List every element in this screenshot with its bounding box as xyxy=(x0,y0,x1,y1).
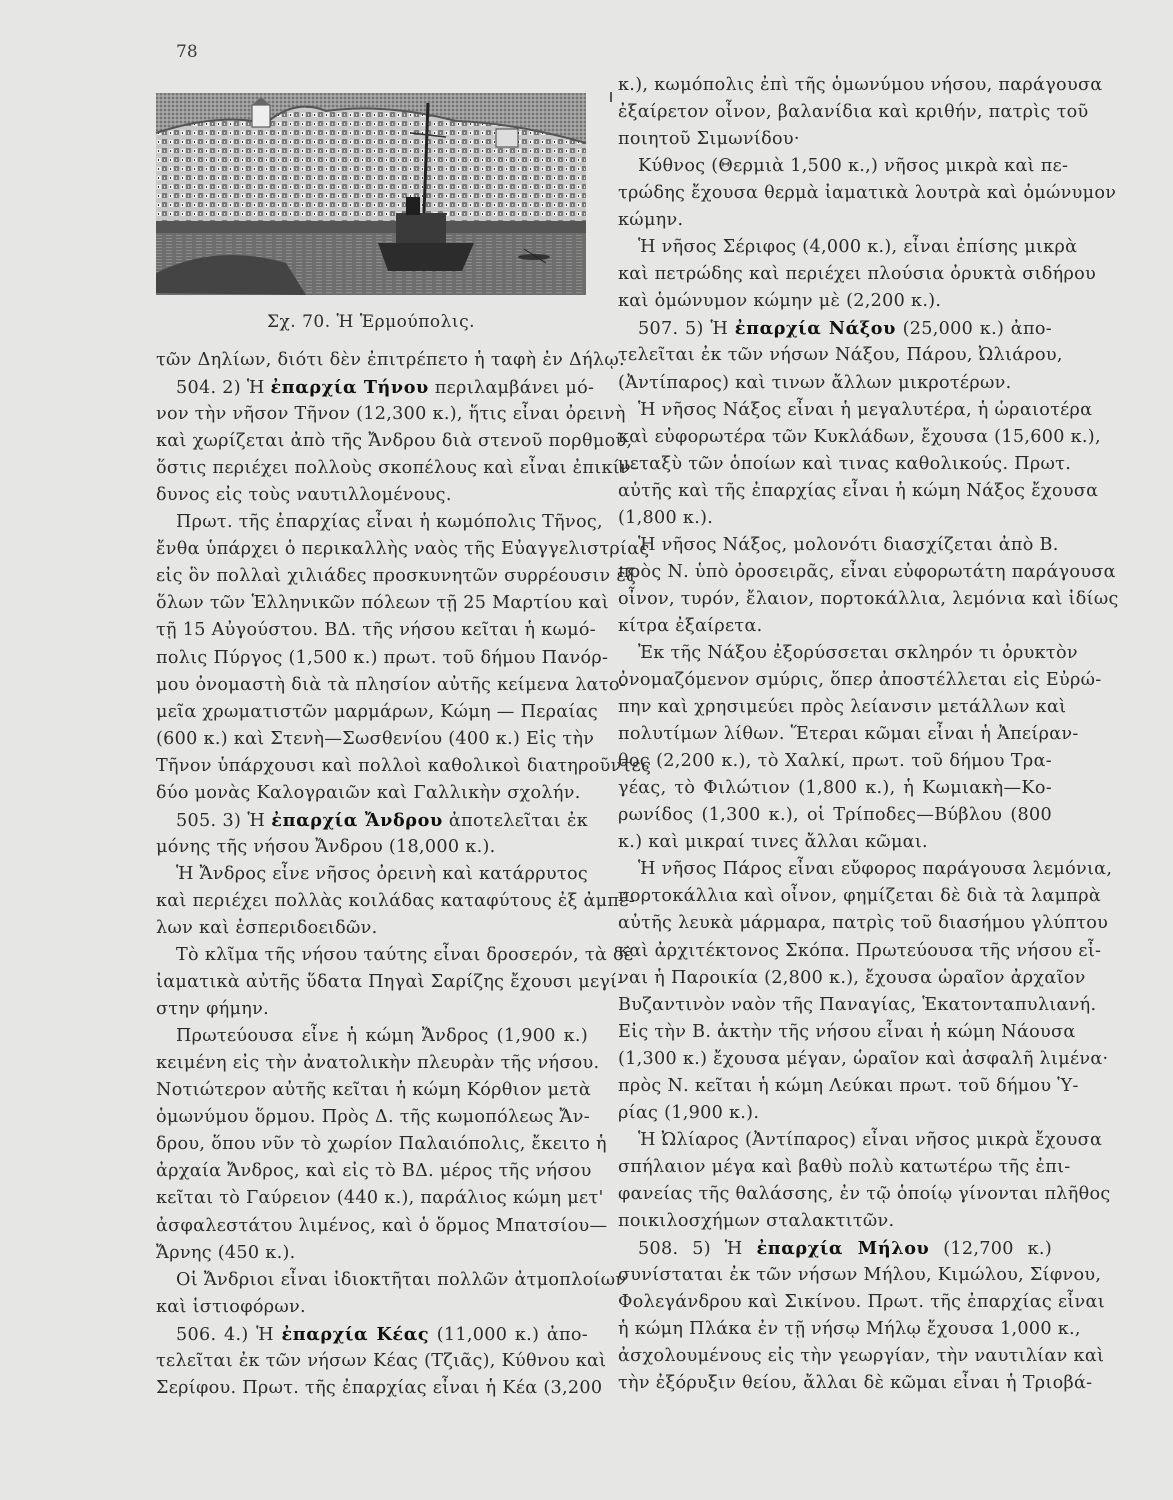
text-line: Ἡ νῆσος Νάξος, μολονότι διασχίζεται ἀπὸ Β. xyxy=(638,534,1059,555)
line-text: ἀποτελεῖται ἐκ xyxy=(442,810,588,831)
text-line: ἔνθα ὑπάρχει ὁ περικαλλὴς ναὸς τῆς Εὐαγγελιστρίας xyxy=(156,539,650,560)
text-line: ἐξαίρετον οἶνον, βαλανίδια καὶ κριθήν, πατρὶς τοῦ xyxy=(618,102,1089,123)
province-heading: ἐπαρχία Κέας xyxy=(281,1323,430,1345)
section-number: 507. 5) Ἡ xyxy=(638,319,735,340)
text-line: καὶ ἀρχιτέκτονος Σκόπα. Πρωτεύουσα τῆς νήσου εἶ- xyxy=(618,940,1102,961)
text-line: Εἰς τὴν Β. ἀκτὴν τῆς νήσου εἶναι ἡ κώμη Νάουσα xyxy=(618,1021,1076,1042)
line-text: (11,000 κ.) ἀπο- xyxy=(429,1324,589,1345)
text-line: Τῆνον ὑπάρχουσι καὶ πολλοὶ καθολικοὶ διατηροῦντες xyxy=(156,755,652,776)
text-line: κίτρα ἐξαίρετα. xyxy=(618,615,763,636)
text-line: καὶ περιέχει πολλὰς κοιλάδας καταφύτους ἐξ ἀμπέ- xyxy=(156,890,635,911)
section-number: 504. 2) Ἡ xyxy=(176,378,271,399)
text-line: ναι ἡ Παροικία (2,800 κ.), ἔχουσα ὡραῖον ἀρχαῖον xyxy=(618,967,1086,988)
province-heading: ἐπαρχία Ἄνδρου xyxy=(271,809,443,831)
text-line: ποιητοῦ Σιμωνίδου· xyxy=(618,129,800,150)
text-line: πρὸς Ν. ὑπὸ ὀροσειρᾶς, εἶναι εὐφορωτάτη παράγουσα xyxy=(618,561,1116,582)
right-column xyxy=(618,72,1119,1397)
text-line: δυνος εἰς τοὺς ναυτιλλομένους. xyxy=(156,485,452,506)
text-line: ἀσφαλεστάτου λιμένος, καὶ ὁ ὅρμος Μπατσίου— xyxy=(156,1215,608,1236)
text-line: ἀσχολουμένους εἰς τὴν γεωργίαν, τὴν ναυτιλίαν καὶ xyxy=(618,1346,1105,1367)
text-line: μου ὀνομαστὴ διὰ τὰ πλησίον αὐτῆς κείμενα λατο- xyxy=(156,674,627,695)
text-line: γέας, τὸ Φιλώτιον (1,800 κ.), ἡ Κωμιακὴ—Κο- xyxy=(618,778,1052,799)
text-line: κ.), κωμόπολις ἐπὶ τῆς ὁμωνύμου νήσου, παράγουσα xyxy=(618,75,1103,95)
text-line: ἡ κώμη Πλάκα ἐν τῇ νήσῳ Μήλῳ ἔχουσα 1,000 κ., xyxy=(618,1319,1081,1340)
section-number: 506. 4.) Ἡ xyxy=(176,1324,282,1345)
text-line: ὁμωνύμου ὅρμου. Πρὸς Δ. τῆς κωμοπόλεως Ἄν- xyxy=(156,1107,590,1128)
text-line: μεῖα χρωματιστῶν μαρμάρων, Κώμη — Περαίας xyxy=(156,701,598,722)
column-rule xyxy=(610,92,612,102)
text-line: ποικιλοσχήμων σταλακτιτῶν. xyxy=(618,1210,895,1231)
figure-caption: Σχ. 70. Ἡ Ἑρμούπολις. xyxy=(266,312,476,332)
text-line: Φολεγάνδρου καὶ Σικίνου. Πρωτ. τῆς ἐπαρχίας εἶναι xyxy=(618,1292,1105,1313)
text-line: Νοτιώτερον αὐτῆς κεῖται ἡ κώμη Κόρθιον μετὰ xyxy=(156,1080,592,1101)
text-line: ὅλων τῶν Ἑλληνικῶν πόλεων τῇ 25 Μαρτίου καὶ xyxy=(156,593,609,614)
text-line: τῇ 15 Αὐγούστου. ΒΔ. τῆς νήσου κεῖται ἡ κωμό- xyxy=(156,620,596,641)
text-line: δρου, ὅπου νῦν τὸ χωρίον Παλαιόπολις, ἔκειτο ἡ xyxy=(156,1134,607,1155)
text-line: καὶ εὐφορωτέρα τῶν Κυκλάδων, ἔχουσα (15,600 κ.), xyxy=(618,426,1101,447)
line-text: (25,000 κ.) ἀπο- xyxy=(895,319,1052,340)
text-line: ἰαματικὰ αὐτῆς ὕδατα Πηγαὶ Σαρίζης ἔχουσι μεγί- xyxy=(156,972,624,993)
text-line: εἰς ὃν πολλαὶ χιλιάδες προσκυνητῶν συρρέουσιν ἐξ xyxy=(156,566,637,587)
text-line: λων καὶ ἐσπεριδοειδῶν. xyxy=(156,917,378,938)
text-line: αὐτῆς λευκὰ μάρμαρα, πατρὶς τοῦ διασήμου γλύπτου xyxy=(618,913,1109,934)
text-line: Ἐκ τῆς Νάξου ἐξορύσσεται σκληρόν τι ὀρυκτὸν xyxy=(638,642,1078,663)
text-line: Ἡ Ἄνδρος εἶνε νῆσος ὀρεινὴ καὶ κατάρρυτος xyxy=(176,863,588,884)
text-line: Πρωτ. τῆς ἐπαρχίας εἶναι ἡ κωμόπολις Τῆνος, xyxy=(176,512,603,533)
text-line xyxy=(156,1321,588,1348)
text-line: καὶ ὁμώνυμον κώμην μὲ (2,200 κ.). xyxy=(618,291,942,312)
text-line: θος (2,200 κ.), τὸ Χαλκί, πρωτ. τοῦ δήμου Τρα- xyxy=(618,751,1052,772)
page-number: 78 xyxy=(176,42,198,62)
text-line xyxy=(618,1235,1052,1262)
text-line: ρίας (1,900 κ.). xyxy=(618,1102,760,1123)
left-column xyxy=(156,347,652,1402)
text-line: καὶ ἱστιοφόρων. xyxy=(156,1296,306,1317)
text-line: οἶνον, τυρόν, ἔλαιον, πορτοκάλλια, λεμόνια καὶ ἰδίως xyxy=(618,588,1119,609)
text-line: Ἡ νῆσος Νάξος εἶναι ἡ μεγαλυτέρα, ἡ ὡραιοτέρα xyxy=(638,399,1093,420)
text-line: ρωνίδος (1,300 κ.), οἱ Τρίποδες—Βύβλου (800 xyxy=(618,805,1052,826)
text-line: τῶν Δηλίων, διότι δὲν ἐπιτρέπετο ἡ ταφὴ ἐν Δήλῳ. xyxy=(156,350,625,370)
text-line: τελεῖται ἐκ τῶν νήσων Νάξου, Πάρου, Ὠλιάρου, xyxy=(618,345,1063,366)
text-line: ὅστις περιέχει πολλοὺς σκοπέλους καὶ εἶναι ἐπικίν- xyxy=(156,458,638,479)
text-line: στην φήμην. xyxy=(156,999,269,1020)
province-heading: ἐπαρχία Τήνου xyxy=(270,377,429,399)
text-line: Ἡ Ὠλίαρος (Ἀντίπαρος) εἶναι νῆσος μικρὰ ἔχουσα xyxy=(638,1129,1103,1150)
text-line: Πρωτεύουσα εἶνε ἡ κώμη Ἄνδρος (1,900 κ.) xyxy=(176,1026,588,1047)
province-heading: ἐπαρχία Νάξου xyxy=(734,318,896,340)
line-text: (12,700 κ.) xyxy=(929,1239,1052,1260)
text-line: Βυζαντινὸν ναὸν τῆς Παναγίας, Ἑκατονταπυλιανή. xyxy=(618,994,1097,1015)
text-line: (600 κ.) καὶ Στενὴ—Σωσθενίου (400 κ.) Εἰς τὴν xyxy=(156,728,595,749)
text-line: κειμένη εἰς τὴν ἀνατολικὴν πλευρὰν τῆς νήσου. xyxy=(156,1053,600,1074)
text-line xyxy=(156,374,595,401)
section-number: 508. 5) Ἡ xyxy=(638,1239,757,1260)
text-line: μεταξὺ τῶν ὁποίων καὶ τινας καθολικούς. Πρωτ. xyxy=(618,453,1072,474)
text-line: κώμην. xyxy=(618,210,684,231)
text-line: Τὸ κλῖμα τῆς νήσου ταύτης εἶναι δροσερόν, τὰ δὲ xyxy=(176,945,634,966)
text-line: Ἡ νῆσος Πάρος εἶναι εὔφορος παράγουσα λεμόνια, xyxy=(638,859,1113,880)
text-line: Ἄρνης (450 κ.). xyxy=(156,1242,296,1263)
text-line: κ.) καὶ μικραί τινες ἄλλαι κῶμαι. xyxy=(618,832,928,853)
text-line: τὴν ἐξόρυξιν θείου, ἄλλαι δὲ κῶμαι εἶναι ἡ Τριοβά- xyxy=(618,1373,1093,1394)
text-line: ὀνομαζόμενον σμύρις, ὅπερ ἀποστέλλεται εἰς Εὐρώ- xyxy=(618,670,1102,691)
text-line: (1,800 κ.). xyxy=(618,507,714,528)
text-line: τελεῖται ἐκ τῶν νήσων Κέας (Τζιᾶς), Κύθνου καὶ xyxy=(156,1350,607,1371)
text-line: νον τὴν νῆσον Τῆνον (12,300 κ.), ἥτις εἶναι ὀρεινὴ xyxy=(156,404,626,425)
text-line: πολις Πύργος (1,500 κ.) πρωτ. τοῦ δήμου Πανόρ- xyxy=(156,647,609,668)
text-line: τρώδης ἔχουσα θερμὰ ἰαματικὰ λουτρὰ καὶ ὁμώνυμον xyxy=(618,183,1117,204)
text-line: σπήλαιον μέγα καὶ βαθὺ πολὺ κατωτέρω τῆς ἐπι- xyxy=(618,1156,1071,1177)
text-line: δύο μονὰς Καλογραιῶν καὶ Γαλλικὴν σχολήν. xyxy=(156,782,581,803)
text-line: πορτοκάλλια καὶ οἶνον, φημίζεται δὲ διὰ τὰ λαμπρὰ xyxy=(618,886,1102,907)
text-line: Κύθνος (Θερμιὰ 1,500 κ.,) νῆσος μικρὰ καὶ πε- xyxy=(638,156,1069,177)
text-line: μόνης τῆς νήσου Ἄνδρου (18,000 κ.). xyxy=(156,836,496,857)
text-line: πην καὶ χρησιμεύει πρὸς λείανσιν μετάλλων καὶ xyxy=(618,697,1067,718)
line-text: περιλαμβάνει μό- xyxy=(428,378,595,399)
text-line: Ἡ νῆσος Σέριφος (4,000 κ.), εἶναι ἐπίσης μικρὰ xyxy=(638,237,1078,258)
text-line: (1,300 κ.) ἔχουσα μέγαν, ὡραῖον καὶ ἀσφαλῆ λιμένα· xyxy=(618,1048,1109,1069)
figure-image-hermoupolis xyxy=(156,93,586,295)
text-line: Σερίφου. Πρωτ. τῆς ἐπαρχίας εἶναι ἡ Κέα (3,200 xyxy=(156,1377,603,1398)
section-number: 505. 3) Ἡ xyxy=(176,810,272,831)
text-line: (Ἀντίπαρος) καὶ τινων ἄλλων μικροτέρων. xyxy=(618,372,1012,393)
text-line: Οἱ Ἄνδριοι εἶναι ἰδιοκτῆται πολλῶν ἀτμοπλοίων xyxy=(176,1269,627,1290)
text-line: πολυτίμων λίθων. Ἕτεραι κῶμαι εἶναι ἡ Ἀπείραν- xyxy=(618,724,1079,745)
text-line: πρὸς Ν. κεῖται ἡ κώμη Λεύκαι πρωτ. τοῦ δήμου Ὑ- xyxy=(618,1075,1079,1096)
text-line: καὶ χωρίζεται ἀπὸ τῆς Ἄνδρου διὰ στενοῦ πορθμοῦ, xyxy=(156,431,633,452)
text-line: ἀρχαία Ἄνδρος, καὶ εἰς τὸ ΒΔ. μέρος τῆς νήσου xyxy=(156,1161,592,1182)
text-line: φανείας τῆς θαλάσσης, ἐν τῷ ὁποίῳ γίνονται πλῆθος xyxy=(618,1183,1111,1204)
text-line: κεῖται τὸ Γαύρειον (440 κ.), παράλιος κώμη μετ' xyxy=(156,1188,604,1209)
text-line xyxy=(156,807,588,834)
text-line: αὐτῆς καὶ τῆς ἐπαρχίας εἶναι ἡ κώμη Νάξος ἔχουσα xyxy=(618,480,1099,501)
province-heading: ἐπαρχία Μήλου xyxy=(756,1238,930,1260)
text-line xyxy=(618,315,1052,342)
text-line: συνίσταται ἐκ τῶν νήσων Μήλου, Κιμώλου, Σίφνου, xyxy=(618,1265,1102,1286)
text-line: καὶ πετρώδης καὶ περιέχει πλούσια ὀρυκτὰ σιδήρου xyxy=(618,264,1097,285)
